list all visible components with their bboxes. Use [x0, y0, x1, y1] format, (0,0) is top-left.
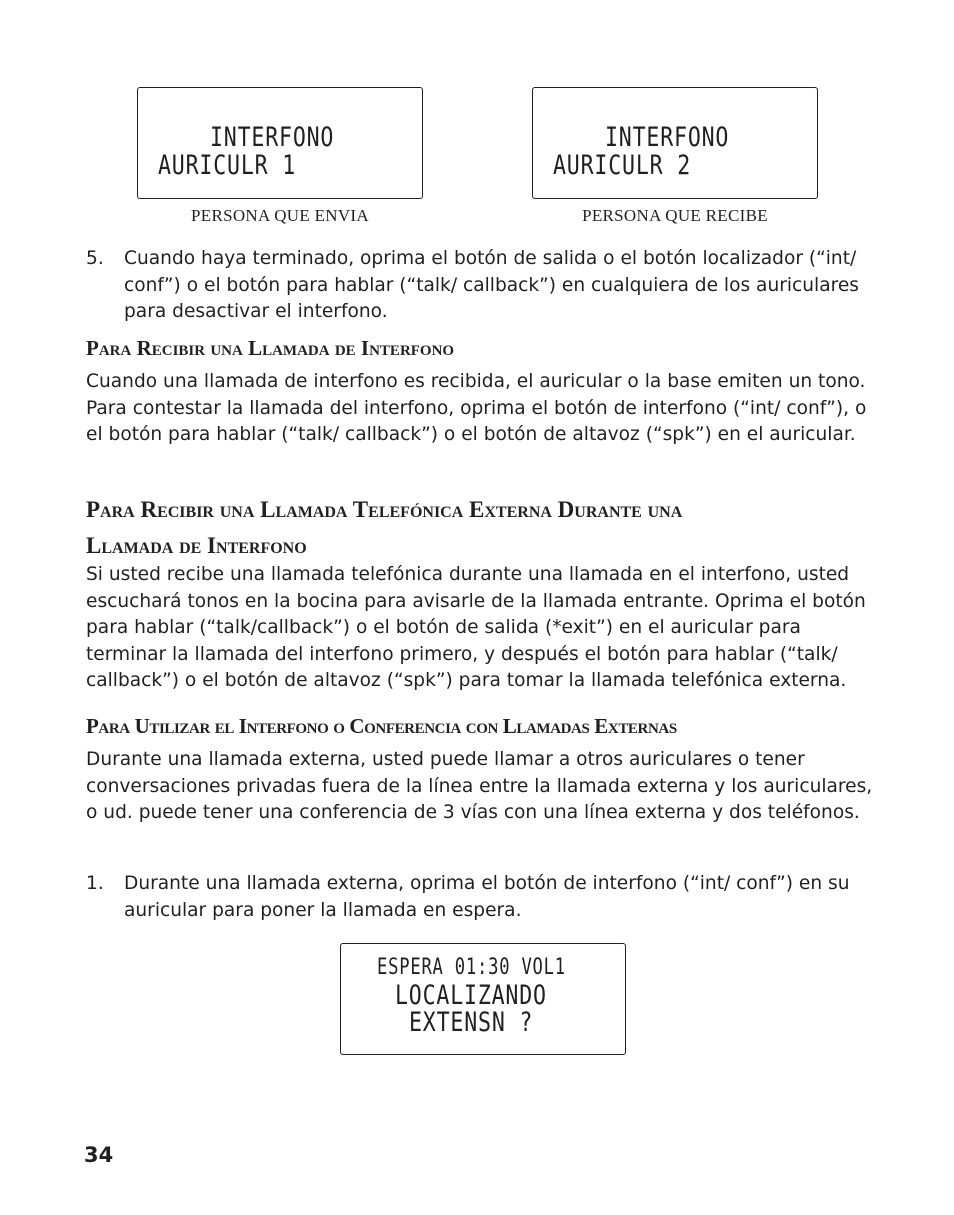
- lcd-display-receiver: [532, 87, 818, 199]
- section-heading-external-during-intercom: [86, 492, 886, 564]
- section-body-receive-intercom: Cuando una llamada de interfono es recibida, el auricular o la base emiten un tono. Para contestar la llamada del interfono, oprima el botón de interfono (“int/ conf”), o el botón para hablar (“talk/ callback”) o el botón de altavoz (“spk”) en el auricular.: [86, 371, 867, 445]
- section-body-intercom-conference: Durante una llamada externa, usted puede llamar a otros auriculares o tener conversaciones privadas fuera de la línea entre la llamada externa y los auriculares, o ud. puede tener una conferencia de 3 vías con una línea externa y dos teléfonos.: [86, 749, 873, 823]
- step-number: 1.: [86, 873, 104, 894]
- step-text: Cuando haya terminado, oprima el botón de salida o el botón localizador (“int/ conf”) o el botón para hablar (“talk/ callback”) en cualquiera de los auriculares para desactivar el interfono.: [124, 248, 859, 322]
- section-heading-intercom-conference: Para Utilizar el Interfono o Conferencia con Llamadas Externas: [86, 714, 677, 738]
- lcd-line-2: LOCALIZANDO: [395, 980, 547, 1011]
- step-number: 5.: [86, 248, 104, 269]
- lcd-line-1: ESPERA 01:30 VOL1: [377, 955, 566, 980]
- section-body-external-during-intercom: Si usted recibe una llamada telefónica durante una llamada en el interfono, usted escuchará tonos en la bocina para avisarle de la llamada entrante. Oprima el botón para hablar (“talk/callback”) o el botón de salida (*exit”) en el auricular para terminar la llamada del interfono primero, y después el botón para hablar (“talk/ callback”) o el botón de altavoz (“spk”) para tomar la llamada telefónica externa.: [86, 564, 866, 691]
- caption-sender: PERSONA QUE ENVIA: [191, 206, 369, 225]
- step-1: [86, 871, 876, 925]
- step-5: [86, 246, 876, 326]
- caption-receiver: PERSONA QUE RECIBE: [582, 206, 768, 225]
- heading-line-2: Llamada de Interfono: [86, 533, 307, 558]
- lcd-display-sender: [137, 87, 423, 199]
- heading-line-1: Para Recibir una Llamada Telefónica Externa Durante una: [86, 497, 683, 522]
- section-heading-receive-intercom: Para Recibir una Llamada de Interfono: [86, 336, 455, 360]
- lcd-line-2: AURICULR 2: [553, 150, 692, 181]
- page-number: 34: [84, 1143, 114, 1167]
- lcd-line-3: EXTENSN ?: [409, 1007, 534, 1038]
- step-text: Durante una llamada externa, oprima el botón de interfono (“int/ conf”) en su auricular para poner la llamada en espera.: [124, 873, 850, 921]
- lcd-line-2: AURICULR 1: [158, 150, 297, 181]
- lcd-display-paging: [340, 943, 626, 1055]
- lcd-line-1: INTERFONO: [605, 122, 730, 153]
- lcd-line-1: INTERFONO: [210, 122, 335, 153]
